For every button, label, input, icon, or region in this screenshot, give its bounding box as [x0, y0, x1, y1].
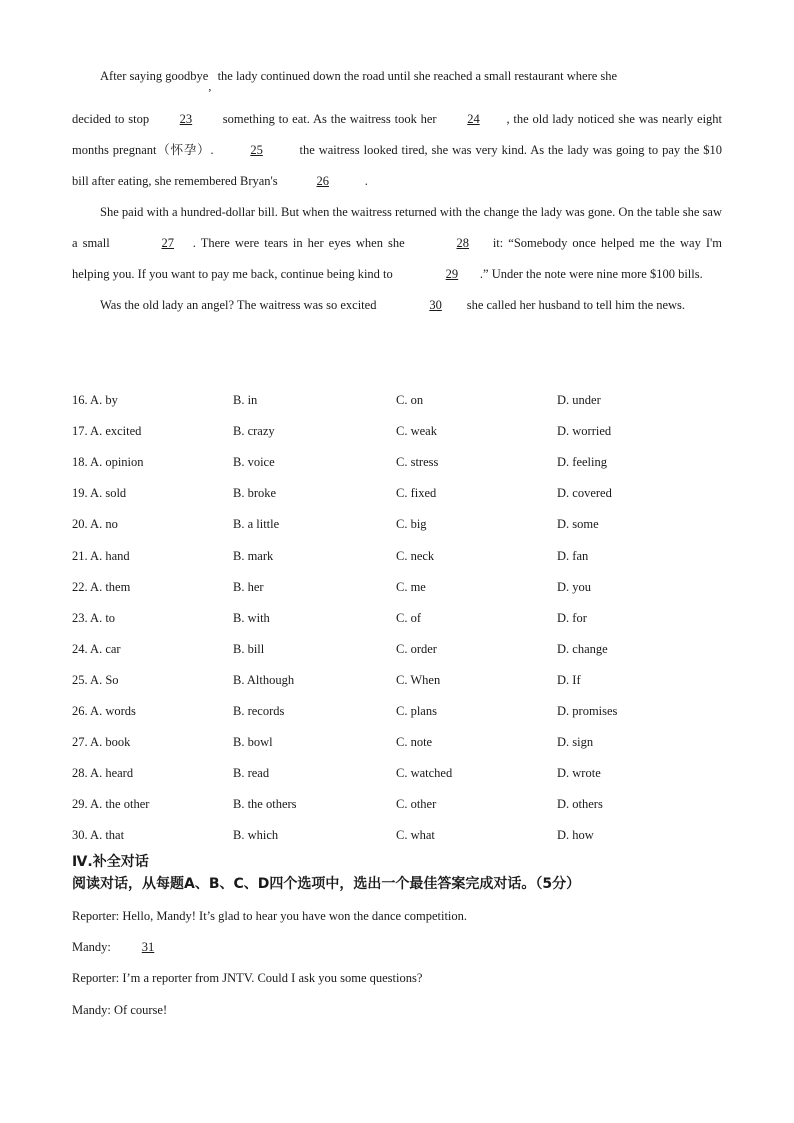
- dialog: [72, 903, 732, 1028]
- option-a: 29. A. the other: [72, 797, 150, 812]
- option-row: [72, 696, 732, 727]
- dialog-line: Reporter: I’m a reporter from JNTV. Could I ask you some questions?: [72, 971, 423, 986]
- blank-28: 28: [456, 236, 470, 250]
- passage-text: the lady continued down the road until she reached a small restaurant where she: [217, 69, 618, 83]
- option-a: 28. A. heard: [72, 766, 134, 781]
- option-b: B. crazy: [233, 424, 275, 439]
- option-a: 26. A. words: [72, 703, 136, 718]
- blank-26: 26: [316, 174, 330, 188]
- option-a: 22. A. them: [72, 579, 131, 594]
- option-c: C. of: [396, 610, 421, 625]
- option-a: 20. A. no: [72, 517, 118, 532]
- option-d: D. for: [557, 610, 587, 625]
- option-b: B. bowl: [233, 735, 273, 750]
- option-c: C. neck: [396, 548, 435, 563]
- option-a: 25. A. So: [72, 672, 119, 687]
- option-b: B. read: [233, 766, 270, 781]
- passage-text: After saying goodbye: [100, 69, 209, 83]
- option-d: D. wrote: [557, 766, 601, 781]
- option-row: [72, 665, 732, 696]
- passage-paragraph-2: [72, 197, 722, 290]
- blank-27: 27: [161, 236, 174, 250]
- option-a: 16. A. by: [72, 393, 118, 408]
- option-d: D. you: [557, 579, 592, 594]
- option-d: D. sign: [557, 735, 594, 750]
- option-c: C. fixed: [396, 486, 437, 501]
- option-row: [72, 820, 732, 851]
- option-row: [72, 540, 732, 571]
- option-d: D. worried: [557, 424, 612, 439]
- speaker-label: Mandy:: [72, 940, 111, 955]
- option-a: 21. A. hand: [72, 548, 130, 563]
- passage-paragraph-3: [72, 290, 722, 321]
- passage-text: .: [364, 174, 368, 188]
- option-d: D. under: [557, 393, 601, 408]
- option-row: [72, 416, 732, 447]
- blank-24: 24: [467, 112, 480, 126]
- option-b: B. the others: [233, 797, 297, 812]
- option-a: 24. A. car: [72, 641, 121, 656]
- option-row: [72, 634, 732, 665]
- option-c: C. on: [396, 393, 424, 408]
- option-d: D. change: [557, 641, 608, 656]
- option-row: [72, 385, 732, 416]
- option-row: [72, 789, 732, 820]
- option-c: C. stress: [396, 455, 439, 470]
- section-title: Ⅳ.补全对话: [72, 854, 149, 870]
- passage-line-1: [72, 62, 722, 93]
- option-c: C. me: [396, 579, 426, 594]
- blank-25: 25: [250, 143, 263, 157]
- option-row: [72, 447, 732, 478]
- option-b: B. Although: [233, 672, 295, 687]
- passage-text: something to eat. As the waitress took her: [222, 112, 437, 126]
- passage-text: Was the old lady an angel? The waitress was so excited: [100, 298, 377, 312]
- option-a: 30. A. that: [72, 828, 125, 843]
- option-d: D. others: [557, 797, 603, 812]
- option-d: D. promises: [557, 703, 618, 718]
- option-a: 17. A. excited: [72, 424, 142, 439]
- option-a: 18. A. opinion: [72, 455, 144, 470]
- option-row: [72, 603, 732, 634]
- option-c: C. When: [396, 672, 441, 687]
- passage-text: the waitress looked tired, she was very kind. As the lady was going to pay the $10 bill after eating, she remembered Bryan's: [72, 143, 723, 188]
- dialog-line: [72, 934, 732, 965]
- option-row: [72, 727, 732, 758]
- option-b: B. with: [233, 610, 270, 625]
- option-d: D. covered: [557, 486, 612, 501]
- option-d: D. If: [557, 672, 581, 687]
- option-c: C. order: [396, 641, 437, 656]
- option-a: 23. A. to: [72, 610, 116, 625]
- section-header: [72, 851, 732, 895]
- options-list: [72, 385, 732, 851]
- passage-text: decided to stop: [72, 112, 150, 126]
- option-d: D. some: [557, 517, 599, 532]
- option-c: C. watched: [396, 766, 453, 781]
- option-c: C. note: [396, 735, 433, 750]
- blank-29: 29: [445, 267, 459, 281]
- blank-30: 30: [429, 298, 442, 312]
- option-b: B. in: [233, 393, 258, 408]
- option-row: [72, 478, 732, 509]
- dialog-line: Reporter: Hello, Mandy! It’s glad to hear you have won the dance competition.: [72, 909, 468, 923]
- option-row: [72, 509, 732, 540]
- passage-text: , the old lady noticed she was nearly eight months pregnant（怀孕）.: [72, 112, 723, 157]
- option-b: B. records: [233, 703, 285, 718]
- passage-body: [72, 104, 722, 321]
- option-d: D. fan: [557, 548, 589, 563]
- option-c: C. big: [396, 517, 427, 532]
- option-b: B. voice: [233, 455, 275, 470]
- option-a: 19. A. sold: [72, 486, 127, 501]
- dialog-line: Mandy: Of course!: [72, 1002, 168, 1017]
- option-a: 27. A. book: [72, 735, 131, 750]
- option-b: B. bill: [233, 641, 265, 656]
- passage-text: she called her husband to tell him the news.: [466, 298, 686, 312]
- comma-mark: ,: [208, 79, 212, 93]
- passage-text: it: “Somebody once helped me the way I'm helping you. If you want to pay me back, continue being kind to: [72, 236, 723, 281]
- option-c: C. other: [396, 797, 437, 812]
- option-b: B. mark: [233, 548, 274, 563]
- option-b: B. which: [233, 828, 279, 843]
- blank-23: 23: [179, 112, 193, 126]
- option-b: B. a little: [233, 517, 280, 532]
- passage-text: .” Under the note were nine more $100 bills.: [479, 267, 703, 281]
- passage-text: . There were tears in her eyes when she: [192, 236, 405, 250]
- option-c: C. weak: [396, 424, 437, 439]
- option-b: B. broke: [233, 486, 277, 501]
- section-instruction: 阅读对话，从每题A、B、C、D四个选项中，选出一个最佳答案完成对话。（5分）: [72, 876, 581, 892]
- option-row: [72, 758, 732, 789]
- blank-31: 31: [141, 940, 155, 955]
- passage-paragraph-1: [72, 104, 722, 197]
- option-row: [72, 572, 732, 603]
- option-d: D. how: [557, 828, 594, 843]
- option-d: D. feeling: [557, 455, 607, 470]
- passage-text: She paid with a hundred-dollar bill. But when the waitress returned with the change the lady was gone. On the table she saw a small: [72, 205, 722, 250]
- option-c: C. what: [396, 828, 435, 843]
- option-b: B. her: [233, 579, 264, 594]
- option-c: C. plans: [396, 703, 437, 718]
